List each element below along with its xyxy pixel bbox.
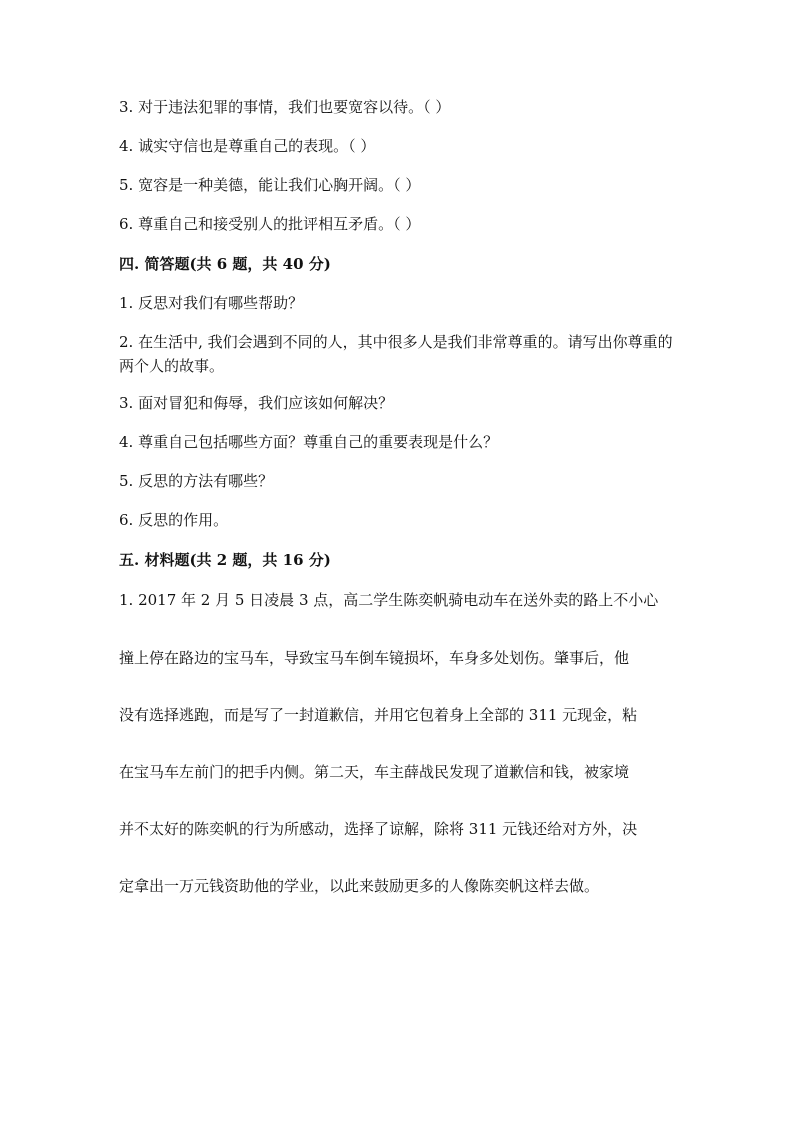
judgment-item-4: 4. 诚实守信也是尊重自己的表现。（ ） — [119, 137, 376, 155]
short-answer-item-3: 3. 面对冒犯和侮辱，我们应该如何解决？ — [119, 394, 394, 412]
material-line-1: 1. 2017 年 2 月 5 日凌晨 3 点，高二学生陈奕帆骑电动车在送外卖的路上不小心 — [119, 591, 659, 609]
short-answer-item-5: 5. 反思的方法有哪些？ — [119, 472, 274, 490]
short-answer-item-4: 4. 尊重自己包括哪些方面？尊重自己的重要表现是什么？ — [119, 433, 499, 451]
short-answer-item-6: 6. 反思的作用。 — [119, 511, 229, 529]
short-answer-item-2: 2. 在生活中, 我们会遇到不同的人，其中很多人是我们非常尊重的。请写出你尊重的两个人的故事。 — [119, 333, 673, 375]
short-answer-item-1: 1. 反思对我们有哪些帮助？ — [119, 294, 304, 312]
judgment-item-3: 3. 对于违法犯罪的事情，我们也要宽容以待。（ ） — [119, 98, 451, 116]
material-line-4: 在宝马车左前门的把手内侧。第二天，车主薛战民发现了道歉信和钱，被家境 — [119, 763, 630, 781]
section-heading-short-answer: 四. 简答题(共 6 题，共 40 分) — [119, 255, 331, 273]
material-line-5: 并不太好的陈奕帆的行为所感动，选择了谅解，除将 311 元钱还给对方外，决 — [119, 820, 638, 838]
section-heading-material: 五. 材料题(共 2 题，共 16 分) — [119, 551, 331, 569]
judgment-item-5: 5. 宽容是一种美德，能让我们心胸开阔。（ ） — [119, 176, 421, 194]
material-line-2: 撞上停在路边的宝马车，导致宝马车倒车镜损坏，车身多处划伤。肇事后，他 — [119, 649, 630, 667]
material-line-3: 没有选择逃跑，而是写了一封道歉信，并用它包着身上全部的 311 元现金，粘 — [119, 706, 638, 724]
judgment-item-6: 6. 尊重自己和接受别人的批评相互矛盾。（ ） — [119, 215, 421, 233]
material-line-6: 定拿出一万元钱资助他的学业，以此来鼓励更多的人像陈奕帆这样去做。 — [119, 877, 600, 895]
